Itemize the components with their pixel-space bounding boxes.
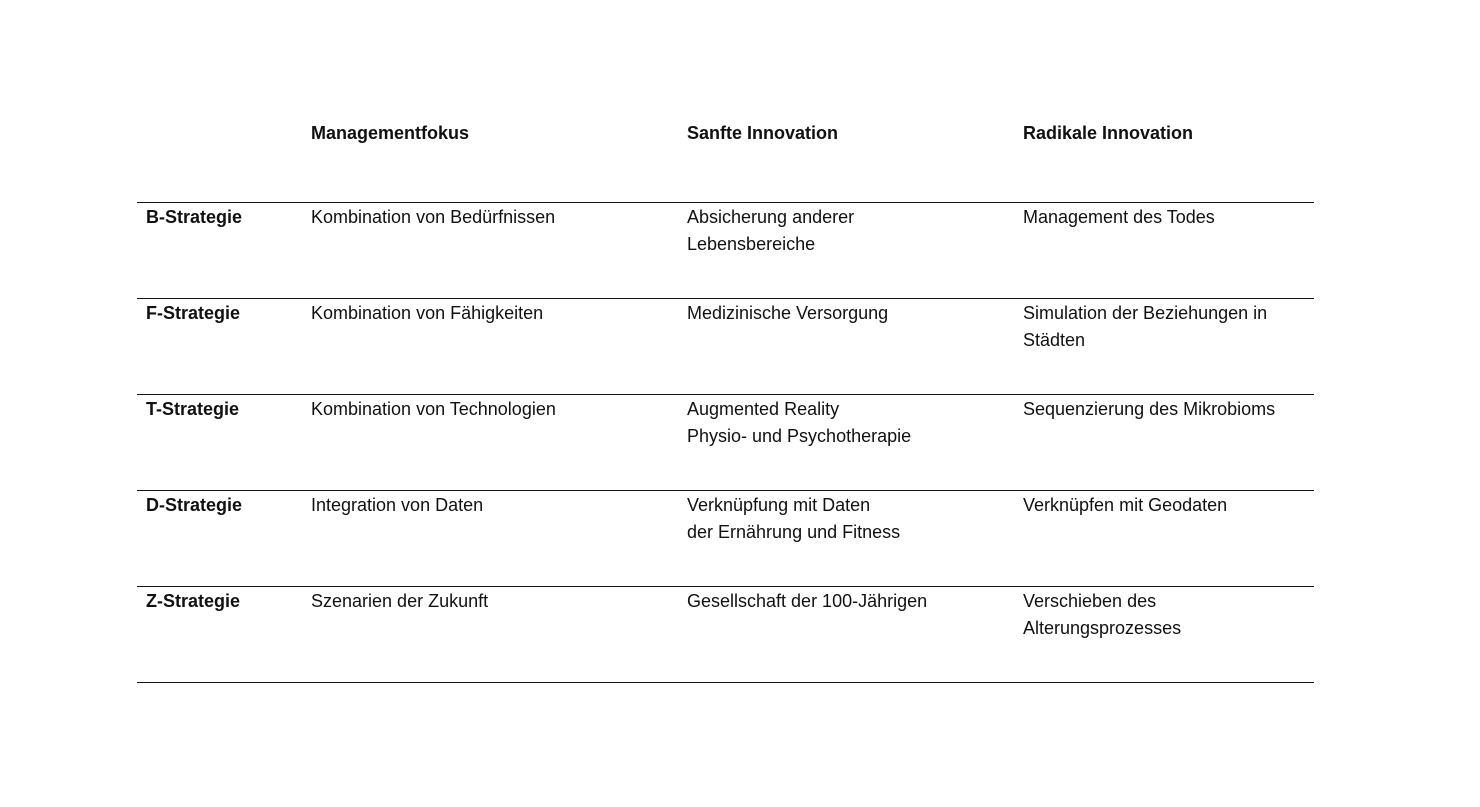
focus-cell: Szenarien der Zukunft	[311, 591, 489, 611]
table-row	[137, 395, 1314, 491]
focus-cell: Integration von Daten	[311, 495, 484, 515]
header-sanfte-innovation: Sanfte Innovation	[687, 123, 839, 143]
radical-innovation-cell: Simulation der Beziehungen in Städten	[1023, 303, 1268, 350]
soft-innovation-cell: Gesellschaft der 100-Jährigen	[687, 591, 928, 611]
table-header	[137, 112, 1314, 203]
table-row	[137, 299, 1314, 395]
strategy-label: T-Strategie	[146, 399, 240, 419]
header-managementfokus: Managementfokus	[311, 123, 470, 143]
strategy-label: B-Strategie	[146, 207, 243, 227]
radical-innovation-cell: Management des Todes	[1023, 207, 1215, 227]
strategy-label: Z-Strategie	[146, 591, 241, 611]
focus-cell: Kombination von Fähigkeiten	[311, 303, 544, 323]
radical-innovation-cell: Verknüpfen mit Geodaten	[1023, 495, 1228, 515]
table-row	[137, 203, 1314, 299]
table-row	[137, 587, 1314, 683]
soft-innovation-cell: Verknüpfung mit Daten der Ernährung und Fitness	[687, 495, 901, 542]
strategy-label: F-Strategie	[146, 303, 241, 323]
radical-innovation-cell: Sequenzierung des Mikrobioms	[1023, 399, 1276, 419]
soft-innovation-cell: Medizinische Versorgung	[687, 303, 889, 323]
focus-cell: Kombination von Bedürfnissen	[311, 207, 556, 227]
focus-cell: Kombination von Technologien	[311, 399, 556, 419]
header-radikale-innovation: Radikale Innovation	[1023, 123, 1194, 143]
strategy-table	[137, 112, 1314, 683]
radical-innovation-cell: Verschieben des Alterungsprozesses	[1023, 591, 1182, 638]
soft-innovation-cell: Absicherung anderer Lebensbereiche	[687, 207, 855, 254]
table-row	[137, 491, 1314, 587]
soft-innovation-cell: Augmented Reality Physio- und Psychotherapie	[687, 399, 912, 446]
strategy-label: D-Strategie	[146, 495, 243, 515]
